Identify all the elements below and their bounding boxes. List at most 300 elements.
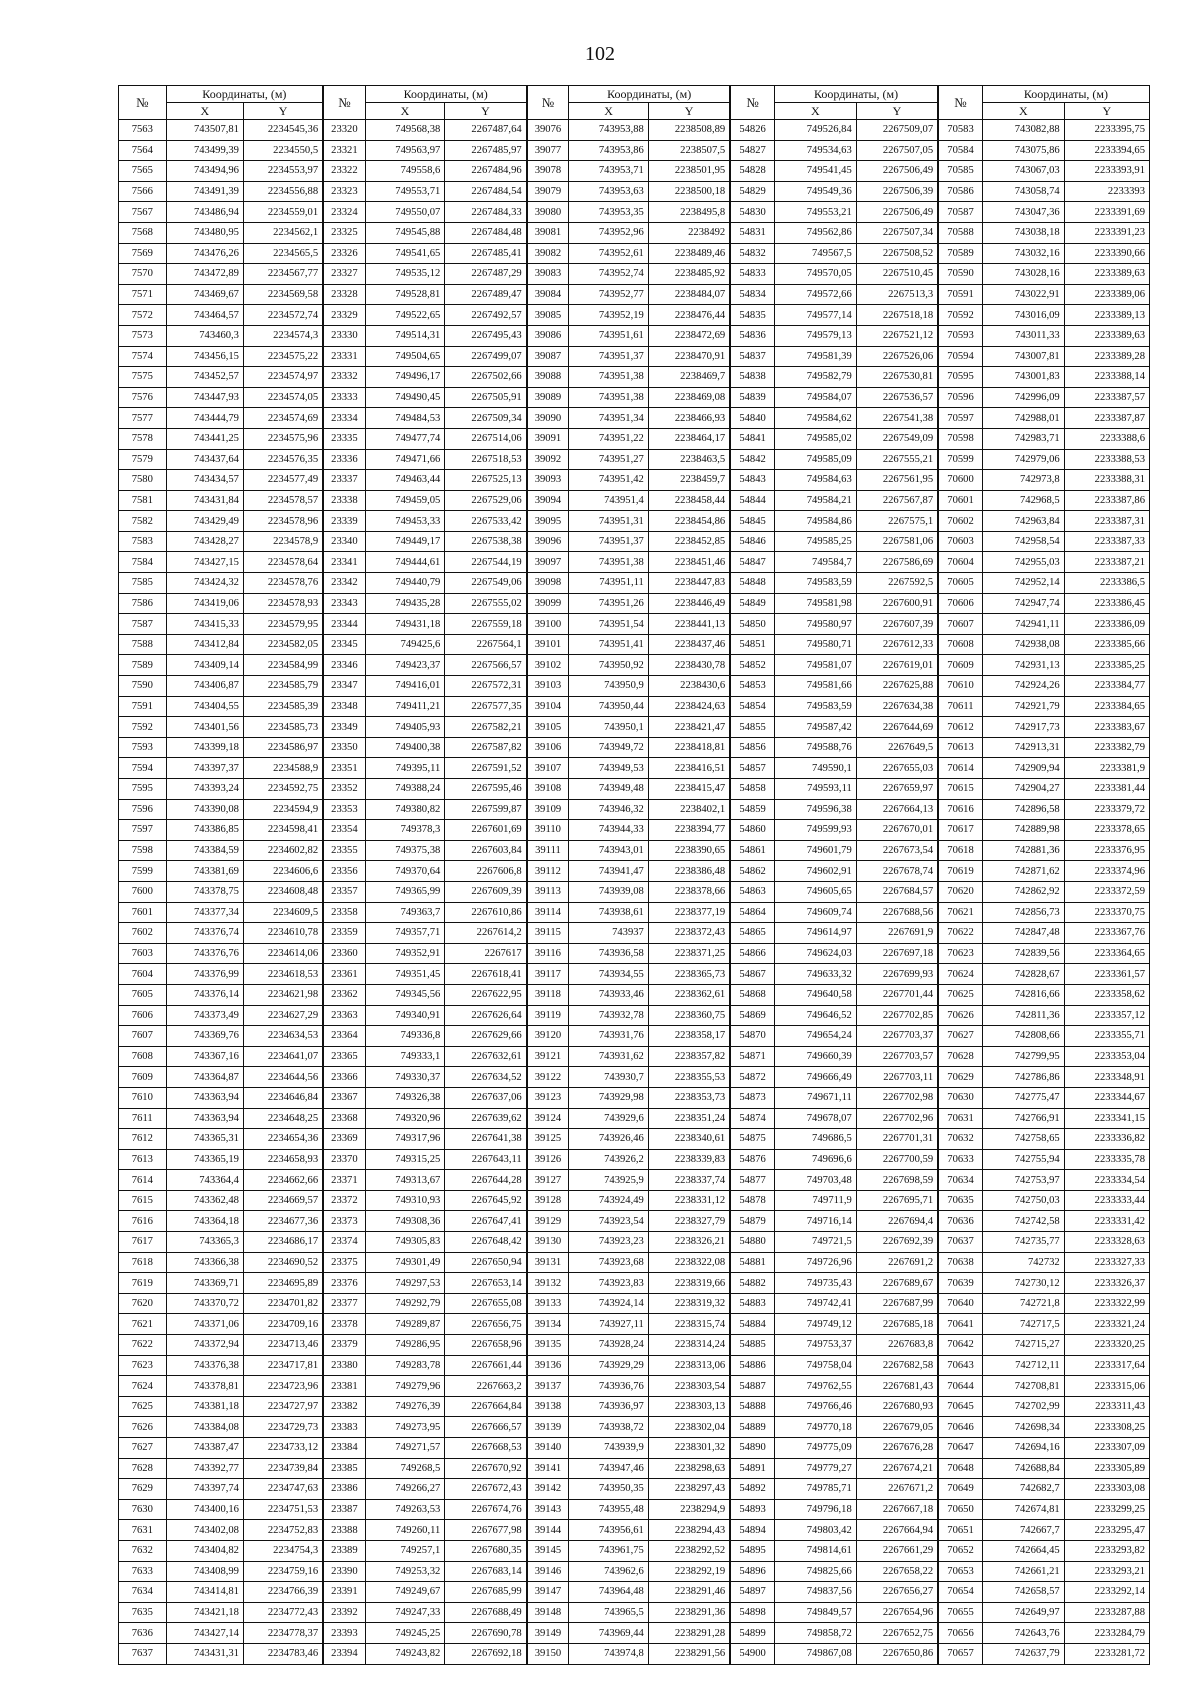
x-coordinate-cell: 742996,09 (982, 387, 1064, 408)
point-number-cell: 70606 (938, 593, 982, 614)
point-number-cell: 39122 (527, 1067, 569, 1088)
y-coordinate-cell: 2234585,73 (243, 717, 323, 738)
y-coordinate-cell: 2234621,98 (243, 984, 323, 1005)
table-row (119, 1499, 1150, 1520)
point-number-cell: 39113 (527, 881, 569, 902)
y-coordinate-cell: 2233307,09 (1064, 1438, 1149, 1459)
y-coordinate-cell: 2267526,06 (856, 346, 938, 367)
x-coordinate-cell: 743022,91 (982, 284, 1064, 305)
y-coordinate-cell: 2234727,97 (243, 1396, 323, 1417)
x-coordinate-cell: 743943,01 (569, 840, 649, 861)
x-coordinate-cell: 743392,77 (166, 1458, 243, 1479)
point-number-cell: 54826 (730, 120, 774, 141)
point-number-cell: 23330 (323, 325, 365, 346)
point-number-cell: 7591 (119, 696, 167, 717)
y-coordinate-cell: 2234585,79 (243, 676, 323, 697)
table-row (119, 140, 1150, 161)
y-coordinate-cell: 2267549,09 (856, 428, 938, 449)
point-number-cell: 39140 (527, 1438, 569, 1459)
x-coordinate-cell: 742938,08 (982, 634, 1064, 655)
point-number-cell: 54895 (730, 1540, 774, 1561)
y-coordinate-cell: 2267599,87 (445, 799, 527, 820)
point-number-cell: 39099 (527, 593, 569, 614)
header-coordinates: Координаты, (м) (774, 86, 938, 103)
x-coordinate-cell: 749522,65 (365, 305, 445, 326)
y-coordinate-cell: 2233370,75 (1064, 902, 1149, 923)
x-coordinate-cell: 742712,11 (982, 1355, 1064, 1376)
x-coordinate-cell: 749305,83 (365, 1232, 445, 1253)
x-coordinate-cell: 749395,11 (365, 758, 445, 779)
table-row (119, 1293, 1150, 1314)
point-number-cell: 70584 (938, 140, 982, 161)
x-coordinate-cell: 743384,08 (166, 1417, 243, 1438)
x-coordinate-cell: 749825,66 (774, 1561, 856, 1582)
y-coordinate-cell: 2233315,06 (1064, 1376, 1149, 1397)
y-coordinate-cell: 2267485,97 (445, 140, 527, 161)
y-coordinate-cell: 2238463,5 (648, 449, 730, 470)
y-coordinate-cell: 2234576,35 (243, 449, 323, 470)
x-coordinate-cell: 749749,12 (774, 1314, 856, 1335)
table-row (119, 325, 1150, 346)
point-number-cell: 23372 (323, 1190, 365, 1211)
point-number-cell: 54863 (730, 881, 774, 902)
table-row (119, 881, 1150, 902)
y-coordinate-cell: 2234567,77 (243, 264, 323, 285)
point-number-cell: 54856 (730, 737, 774, 758)
x-coordinate-cell: 743932,78 (569, 1005, 649, 1026)
point-number-cell: 7587 (119, 614, 167, 635)
point-number-cell: 54852 (730, 655, 774, 676)
point-number-cell: 23384 (323, 1438, 365, 1459)
x-coordinate-cell: 749584,7 (774, 552, 856, 573)
x-coordinate-cell: 749579,13 (774, 325, 856, 346)
x-coordinate-cell: 742753,97 (982, 1170, 1064, 1191)
x-coordinate-cell: 749463,44 (365, 470, 445, 491)
table-row (119, 490, 1150, 511)
y-coordinate-cell: 2233355,71 (1064, 1026, 1149, 1047)
point-number-cell: 70615 (938, 779, 982, 800)
point-number-cell: 7637 (119, 1643, 167, 1664)
y-coordinate-cell: 2238319,32 (648, 1293, 730, 1314)
x-coordinate-cell: 749599,93 (774, 820, 856, 841)
y-coordinate-cell: 2267506,49 (856, 202, 938, 223)
header-x: X (365, 103, 445, 120)
y-coordinate-cell: 2238303,54 (648, 1376, 730, 1397)
y-coordinate-cell: 2238495,8 (648, 202, 730, 223)
table-row (119, 1067, 1150, 1088)
point-number-cell: 23362 (323, 984, 365, 1005)
x-coordinate-cell: 743424,32 (166, 573, 243, 594)
y-coordinate-cell: 2267666,57 (445, 1417, 527, 1438)
x-coordinate-cell: 749541,45 (774, 161, 856, 182)
x-coordinate-cell: 743408,99 (166, 1561, 243, 1582)
y-coordinate-cell: 2267673,54 (856, 840, 938, 861)
point-number-cell: 54867 (730, 964, 774, 985)
x-coordinate-cell: 749310,93 (365, 1190, 445, 1211)
y-coordinate-cell: 2233341,15 (1064, 1108, 1149, 1129)
point-number-cell: 39146 (527, 1561, 569, 1582)
x-coordinate-cell: 743929,98 (569, 1087, 649, 1108)
y-coordinate-cell: 2234709,16 (243, 1314, 323, 1335)
point-number-cell: 39129 (527, 1211, 569, 1232)
point-number-cell: 7599 (119, 861, 167, 882)
y-coordinate-cell: 2267672,43 (445, 1479, 527, 1500)
y-coordinate-cell: 2267529,06 (445, 490, 527, 511)
y-coordinate-cell: 2267508,52 (856, 243, 938, 264)
y-coordinate-cell: 2234690,52 (243, 1252, 323, 1273)
y-coordinate-cell: 2267505,91 (445, 387, 527, 408)
point-number-cell: 70587 (938, 202, 982, 223)
point-number-cell: 70637 (938, 1232, 982, 1253)
y-coordinate-cell: 2234641,07 (243, 1046, 323, 1067)
point-number-cell: 7615 (119, 1190, 167, 1211)
x-coordinate-cell: 742924,26 (982, 676, 1064, 697)
point-number-cell: 7614 (119, 1170, 167, 1191)
x-coordinate-cell: 749301,49 (365, 1252, 445, 1273)
y-coordinate-cell: 2267656,27 (856, 1582, 938, 1603)
table-row (119, 696, 1150, 717)
x-coordinate-cell: 743406,87 (166, 676, 243, 697)
point-number-cell: 23350 (323, 737, 365, 758)
point-number-cell: 7630 (119, 1499, 167, 1520)
y-coordinate-cell: 2267495,43 (445, 325, 527, 346)
x-coordinate-cell: 743961,75 (569, 1540, 649, 1561)
table-row (119, 1170, 1150, 1191)
x-coordinate-cell: 743377,34 (166, 902, 243, 923)
point-number-cell: 7620 (119, 1293, 167, 1314)
y-coordinate-cell: 2238416,51 (648, 758, 730, 779)
y-coordinate-cell: 2233393,91 (1064, 161, 1149, 182)
y-coordinate-cell: 2267521,12 (856, 325, 938, 346)
x-coordinate-cell: 743401,56 (166, 717, 243, 738)
x-coordinate-cell: 742742,58 (982, 1211, 1064, 1232)
point-number-cell: 70609 (938, 655, 982, 676)
x-coordinate-cell: 743364,87 (166, 1067, 243, 1088)
point-number-cell: 23329 (323, 305, 365, 326)
x-coordinate-cell: 749796,18 (774, 1499, 856, 1520)
point-number-cell: 54888 (730, 1396, 774, 1417)
point-number-cell: 54859 (730, 799, 774, 820)
point-number-cell: 70603 (938, 531, 982, 552)
y-coordinate-cell: 2238484,07 (648, 284, 730, 305)
point-number-cell: 23353 (323, 799, 365, 820)
y-coordinate-cell: 2234772,43 (243, 1602, 323, 1623)
point-number-cell: 54855 (730, 717, 774, 738)
point-number-cell: 7608 (119, 1046, 167, 1067)
point-number-cell: 54878 (730, 1190, 774, 1211)
y-coordinate-cell: 2267513,3 (856, 284, 938, 305)
y-coordinate-cell: 2233322,99 (1064, 1293, 1149, 1314)
point-number-cell: 39127 (527, 1170, 569, 1191)
point-number-cell: 70656 (938, 1623, 982, 1644)
point-number-cell: 54831 (730, 222, 774, 243)
x-coordinate-cell: 743947,46 (569, 1458, 649, 1479)
y-coordinate-cell: 2238501,95 (648, 161, 730, 182)
y-coordinate-cell: 2238402,1 (648, 799, 730, 820)
x-coordinate-cell: 743951,38 (569, 552, 649, 573)
x-coordinate-cell: 749577,14 (774, 305, 856, 326)
x-coordinate-cell: 743953,71 (569, 161, 649, 182)
point-number-cell: 7613 (119, 1149, 167, 1170)
x-coordinate-cell: 742649,97 (982, 1602, 1064, 1623)
table-row (119, 1561, 1150, 1582)
x-coordinate-cell: 743363,94 (166, 1087, 243, 1108)
x-coordinate-cell: 742721,8 (982, 1293, 1064, 1314)
y-coordinate-cell: 2238294,43 (648, 1520, 730, 1541)
y-coordinate-cell: 2234654,36 (243, 1129, 323, 1150)
point-number-cell: 7623 (119, 1355, 167, 1376)
y-coordinate-cell: 2234575,96 (243, 428, 323, 449)
y-coordinate-cell: 2267648,42 (445, 1232, 527, 1253)
table-row (119, 222, 1150, 243)
y-coordinate-cell: 2233389,06 (1064, 284, 1149, 305)
header-x: X (569, 103, 649, 120)
x-coordinate-cell: 749257,1 (365, 1540, 445, 1561)
x-coordinate-cell: 749766,46 (774, 1396, 856, 1417)
y-coordinate-cell: 2234751,53 (243, 1499, 323, 1520)
point-number-cell: 7633 (119, 1561, 167, 1582)
point-number-cell: 70596 (938, 387, 982, 408)
x-coordinate-cell: 743931,76 (569, 1026, 649, 1047)
x-coordinate-cell: 743472,89 (166, 264, 243, 285)
point-number-cell: 39077 (527, 140, 569, 161)
point-number-cell: 70628 (938, 1046, 982, 1067)
point-number-cell: 70639 (938, 1273, 982, 1294)
x-coordinate-cell: 749837,56 (774, 1582, 856, 1603)
x-coordinate-cell: 749528,81 (365, 284, 445, 305)
y-coordinate-cell: 2267510,45 (856, 264, 938, 285)
x-coordinate-cell: 743376,38 (166, 1355, 243, 1376)
x-coordinate-cell: 742667,7 (982, 1520, 1064, 1541)
x-coordinate-cell: 749243,82 (365, 1643, 445, 1664)
point-number-cell: 39114 (527, 902, 569, 923)
x-coordinate-cell: 749775,09 (774, 1438, 856, 1459)
header-y: Y (648, 103, 730, 120)
x-coordinate-cell: 749609,74 (774, 902, 856, 923)
y-coordinate-cell: 2233386,5 (1064, 573, 1149, 594)
table-row (119, 1026, 1150, 1047)
y-coordinate-cell: 2267484,96 (445, 161, 527, 182)
x-coordinate-cell: 743421,18 (166, 1602, 243, 1623)
point-number-cell: 39079 (527, 181, 569, 202)
point-number-cell: 54848 (730, 573, 774, 594)
table-row (119, 1479, 1150, 1500)
point-number-cell: 23391 (323, 1582, 365, 1603)
point-number-cell: 7618 (119, 1252, 167, 1273)
point-number-cell: 39082 (527, 243, 569, 264)
x-coordinate-cell: 742988,01 (982, 408, 1064, 429)
x-coordinate-cell: 742799,95 (982, 1046, 1064, 1067)
x-coordinate-cell: 743952,96 (569, 222, 649, 243)
y-coordinate-cell: 2267656,75 (445, 1314, 527, 1335)
y-coordinate-cell: 2234739,84 (243, 1458, 323, 1479)
y-coordinate-cell: 2267561,95 (856, 470, 938, 491)
point-number-cell: 23349 (323, 717, 365, 738)
point-number-cell: 23387 (323, 1499, 365, 1520)
point-number-cell: 39085 (527, 305, 569, 326)
x-coordinate-cell: 742856,73 (982, 902, 1064, 923)
x-coordinate-cell: 742917,73 (982, 717, 1064, 738)
y-coordinate-cell: 2233281,72 (1064, 1643, 1149, 1664)
y-coordinate-cell: 2233335,78 (1064, 1149, 1149, 1170)
y-coordinate-cell: 2238476,44 (648, 305, 730, 326)
point-number-cell: 70647 (938, 1438, 982, 1459)
y-coordinate-cell: 2233383,67 (1064, 717, 1149, 738)
y-coordinate-cell: 2267514,06 (445, 428, 527, 449)
point-number-cell: 39134 (527, 1314, 569, 1335)
x-coordinate-cell: 742775,47 (982, 1087, 1064, 1108)
point-number-cell: 70640 (938, 1293, 982, 1314)
point-number-cell: 39084 (527, 284, 569, 305)
y-coordinate-cell: 2238508,89 (648, 120, 730, 141)
x-coordinate-cell: 742909,94 (982, 758, 1064, 779)
x-coordinate-cell: 742758,65 (982, 1129, 1064, 1150)
x-coordinate-cell: 742661,21 (982, 1561, 1064, 1582)
x-coordinate-cell: 743944,33 (569, 820, 649, 841)
point-number-cell: 39119 (527, 1005, 569, 1026)
point-number-cell: 70589 (938, 243, 982, 264)
x-coordinate-cell: 742881,36 (982, 840, 1064, 861)
x-coordinate-cell: 749260,11 (365, 1520, 445, 1541)
point-number-cell: 23346 (323, 655, 365, 676)
point-number-cell: 54872 (730, 1067, 774, 1088)
point-number-cell: 7574 (119, 346, 167, 367)
y-coordinate-cell: 2234662,66 (243, 1170, 323, 1191)
y-coordinate-cell: 2267612,33 (856, 634, 938, 655)
y-coordinate-cell: 2233386,09 (1064, 614, 1149, 635)
point-number-cell: 70636 (938, 1211, 982, 1232)
point-number-cell: 70592 (938, 305, 982, 326)
y-coordinate-cell: 2233391,69 (1064, 202, 1149, 223)
x-coordinate-cell: 749477,74 (365, 428, 445, 449)
x-coordinate-cell: 749416,01 (365, 676, 445, 697)
x-coordinate-cell: 749581,98 (774, 593, 856, 614)
table-body (119, 120, 1150, 1665)
x-coordinate-cell: 743365,31 (166, 1129, 243, 1150)
x-coordinate-cell: 743429,49 (166, 511, 243, 532)
x-coordinate-cell: 743946,32 (569, 799, 649, 820)
x-coordinate-cell: 749758,04 (774, 1355, 856, 1376)
y-coordinate-cell: 2233388,14 (1064, 367, 1149, 388)
x-coordinate-cell: 743936,58 (569, 943, 649, 964)
x-coordinate-cell: 743951,61 (569, 325, 649, 346)
point-number-cell: 54830 (730, 202, 774, 223)
point-number-cell: 23340 (323, 531, 365, 552)
point-number-cell: 23377 (323, 1293, 365, 1314)
x-coordinate-cell: 749593,11 (774, 779, 856, 800)
point-number-cell: 70650 (938, 1499, 982, 1520)
table-row (119, 181, 1150, 202)
y-coordinate-cell: 2238424,63 (648, 696, 730, 717)
point-number-cell: 39108 (527, 779, 569, 800)
y-coordinate-cell: 2238292,52 (648, 1540, 730, 1561)
x-coordinate-cell: 743460,3 (166, 325, 243, 346)
x-coordinate-cell: 743370,72 (166, 1293, 243, 1314)
y-coordinate-cell: 2233387,33 (1064, 531, 1149, 552)
x-coordinate-cell: 743362,48 (166, 1190, 243, 1211)
y-coordinate-cell: 2233295,47 (1064, 1520, 1149, 1541)
x-coordinate-cell: 749803,42 (774, 1520, 856, 1541)
y-coordinate-cell: 2267671,2 (856, 1479, 938, 1500)
point-number-cell: 7565 (119, 161, 167, 182)
x-coordinate-cell: 749726,96 (774, 1252, 856, 1273)
y-coordinate-cell: 2267577,35 (445, 696, 527, 717)
point-number-cell: 39142 (527, 1479, 569, 1500)
x-coordinate-cell: 749320,96 (365, 1108, 445, 1129)
point-number-cell: 7609 (119, 1067, 167, 1088)
y-coordinate-cell: 2234574,05 (243, 387, 323, 408)
y-coordinate-cell: 2267499,07 (445, 346, 527, 367)
point-number-cell: 23379 (323, 1335, 365, 1356)
point-number-cell: 39126 (527, 1149, 569, 1170)
table-row (119, 1643, 1150, 1664)
y-coordinate-cell: 2267670,01 (856, 820, 938, 841)
x-coordinate-cell: 749308,36 (365, 1211, 445, 1232)
x-coordinate-cell: 749562,86 (774, 222, 856, 243)
x-coordinate-cell: 749400,38 (365, 737, 445, 758)
table-row (119, 1108, 1150, 1129)
y-coordinate-cell: 2234752,83 (243, 1520, 323, 1541)
table-row (119, 758, 1150, 779)
y-coordinate-cell: 2267587,82 (445, 737, 527, 758)
y-coordinate-cell: 2238464,17 (648, 428, 730, 449)
point-number-cell: 39128 (527, 1190, 569, 1211)
x-coordinate-cell: 749541,65 (365, 243, 445, 264)
y-coordinate-cell: 2233385,25 (1064, 655, 1149, 676)
point-number-cell: 23364 (323, 1026, 365, 1047)
point-number-cell: 39083 (527, 264, 569, 285)
x-coordinate-cell: 742847,48 (982, 923, 1064, 944)
y-coordinate-cell: 2238298,63 (648, 1458, 730, 1479)
x-coordinate-cell: 742963,84 (982, 511, 1064, 532)
y-coordinate-cell: 2267544,19 (445, 552, 527, 573)
x-coordinate-cell: 749425,6 (365, 634, 445, 655)
x-coordinate-cell: 743949,72 (569, 737, 649, 758)
table-row (119, 264, 1150, 285)
x-coordinate-cell: 743414,81 (166, 1582, 243, 1603)
point-number-cell: 39117 (527, 964, 569, 985)
x-coordinate-cell: 742708,81 (982, 1376, 1064, 1397)
y-coordinate-cell: 2267676,28 (856, 1438, 938, 1459)
x-coordinate-cell: 743016,09 (982, 305, 1064, 326)
x-coordinate-cell: 749646,52 (774, 1005, 856, 1026)
y-coordinate-cell: 2234559,01 (243, 202, 323, 223)
y-coordinate-cell: 2238331,12 (648, 1190, 730, 1211)
y-coordinate-cell: 2233384,65 (1064, 696, 1149, 717)
x-coordinate-cell: 749352,91 (365, 943, 445, 964)
point-number-cell: 7563 (119, 120, 167, 141)
x-coordinate-cell: 743952,19 (569, 305, 649, 326)
point-number-cell: 7581 (119, 490, 167, 511)
y-coordinate-cell: 2267659,97 (856, 779, 938, 800)
x-coordinate-cell: 749581,07 (774, 655, 856, 676)
y-coordinate-cell: 2233395,75 (1064, 120, 1149, 141)
x-coordinate-cell: 749570,05 (774, 264, 856, 285)
point-number-cell: 7611 (119, 1108, 167, 1129)
y-coordinate-cell: 2233308,25 (1064, 1417, 1149, 1438)
point-number-cell: 23335 (323, 428, 365, 449)
x-coordinate-cell: 743950,1 (569, 717, 649, 738)
x-coordinate-cell: 749585,02 (774, 428, 856, 449)
x-coordinate-cell: 743953,88 (569, 120, 649, 141)
table-row (119, 1438, 1150, 1459)
x-coordinate-cell: 742816,66 (982, 984, 1064, 1005)
x-coordinate-cell: 749696,6 (774, 1149, 856, 1170)
y-coordinate-cell: 2233303,08 (1064, 1479, 1149, 1500)
x-coordinate-cell: 749380,82 (365, 799, 445, 820)
table-row (119, 428, 1150, 449)
y-coordinate-cell: 2267533,42 (445, 511, 527, 532)
